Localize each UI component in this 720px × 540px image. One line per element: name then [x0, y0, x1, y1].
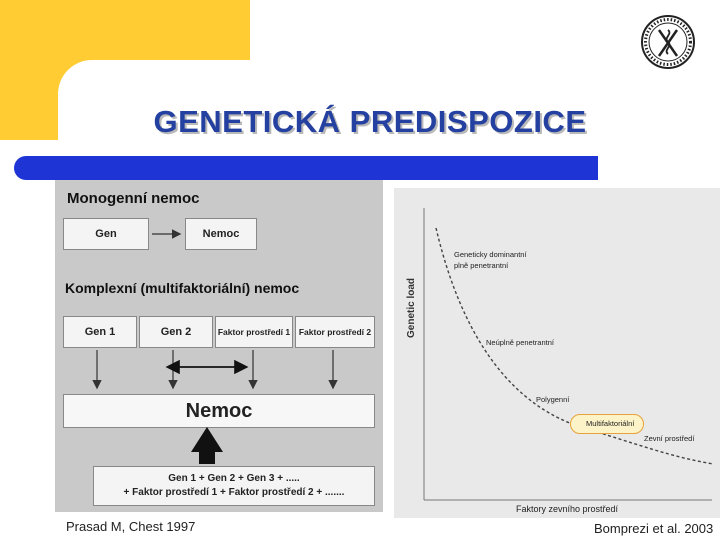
gen-box: Gen: [63, 218, 149, 250]
label-multifactorial: Multifaktoriální: [586, 419, 635, 428]
sum-line-2: + Faktor prostředí 1 + Faktor prostředí 2 + .......: [123, 487, 345, 498]
gen1-box: Gen 1: [63, 316, 137, 348]
nemoc-big-box: Nemoc: [63, 394, 375, 428]
sum-line-1: Gen 1 + Gen 2 + Gen 3 + .....: [168, 473, 300, 484]
label-dominant-1: Geneticky dominantní: [454, 250, 527, 259]
monogenic-heading: Monogenní nemoc: [67, 190, 200, 207]
genetic-load-figure: [394, 188, 720, 518]
y-axis-label: Genetic load: [406, 277, 417, 338]
citation-right: Bomprezi et al. 2003: [594, 521, 714, 536]
university-seal-icon: [640, 14, 696, 70]
factor2-box: Faktor prostředí 2: [295, 316, 375, 348]
gen2-box: Gen 2: [139, 316, 213, 348]
nemoc-small-box: Nemoc: [185, 218, 257, 250]
label-polygenic: Polygenní: [536, 395, 570, 404]
genetic-load-curve: [394, 188, 720, 518]
x-axis-label: Faktory zevního prostředí: [516, 504, 619, 514]
left-figure-arrows: [55, 180, 383, 512]
label-dominant-2: plně penetrantní: [454, 261, 509, 270]
title-underline-bar: [14, 156, 598, 180]
citation-left: Prasad M, Chest 1997: [66, 519, 196, 534]
monogenic-vs-complex-figure: [55, 180, 383, 512]
complex-heading: Komplexní (multifaktoriální) nemoc: [65, 280, 300, 296]
label-environmental: Zevní prostředí: [644, 434, 695, 443]
slide-title: GENETICKÁ PREDISPOZICE: [153, 104, 587, 139]
label-incomplete-penetrance: Neúplně penetrantní: [486, 338, 554, 347]
factor1-box: Faktor prostředí 1: [215, 316, 293, 348]
